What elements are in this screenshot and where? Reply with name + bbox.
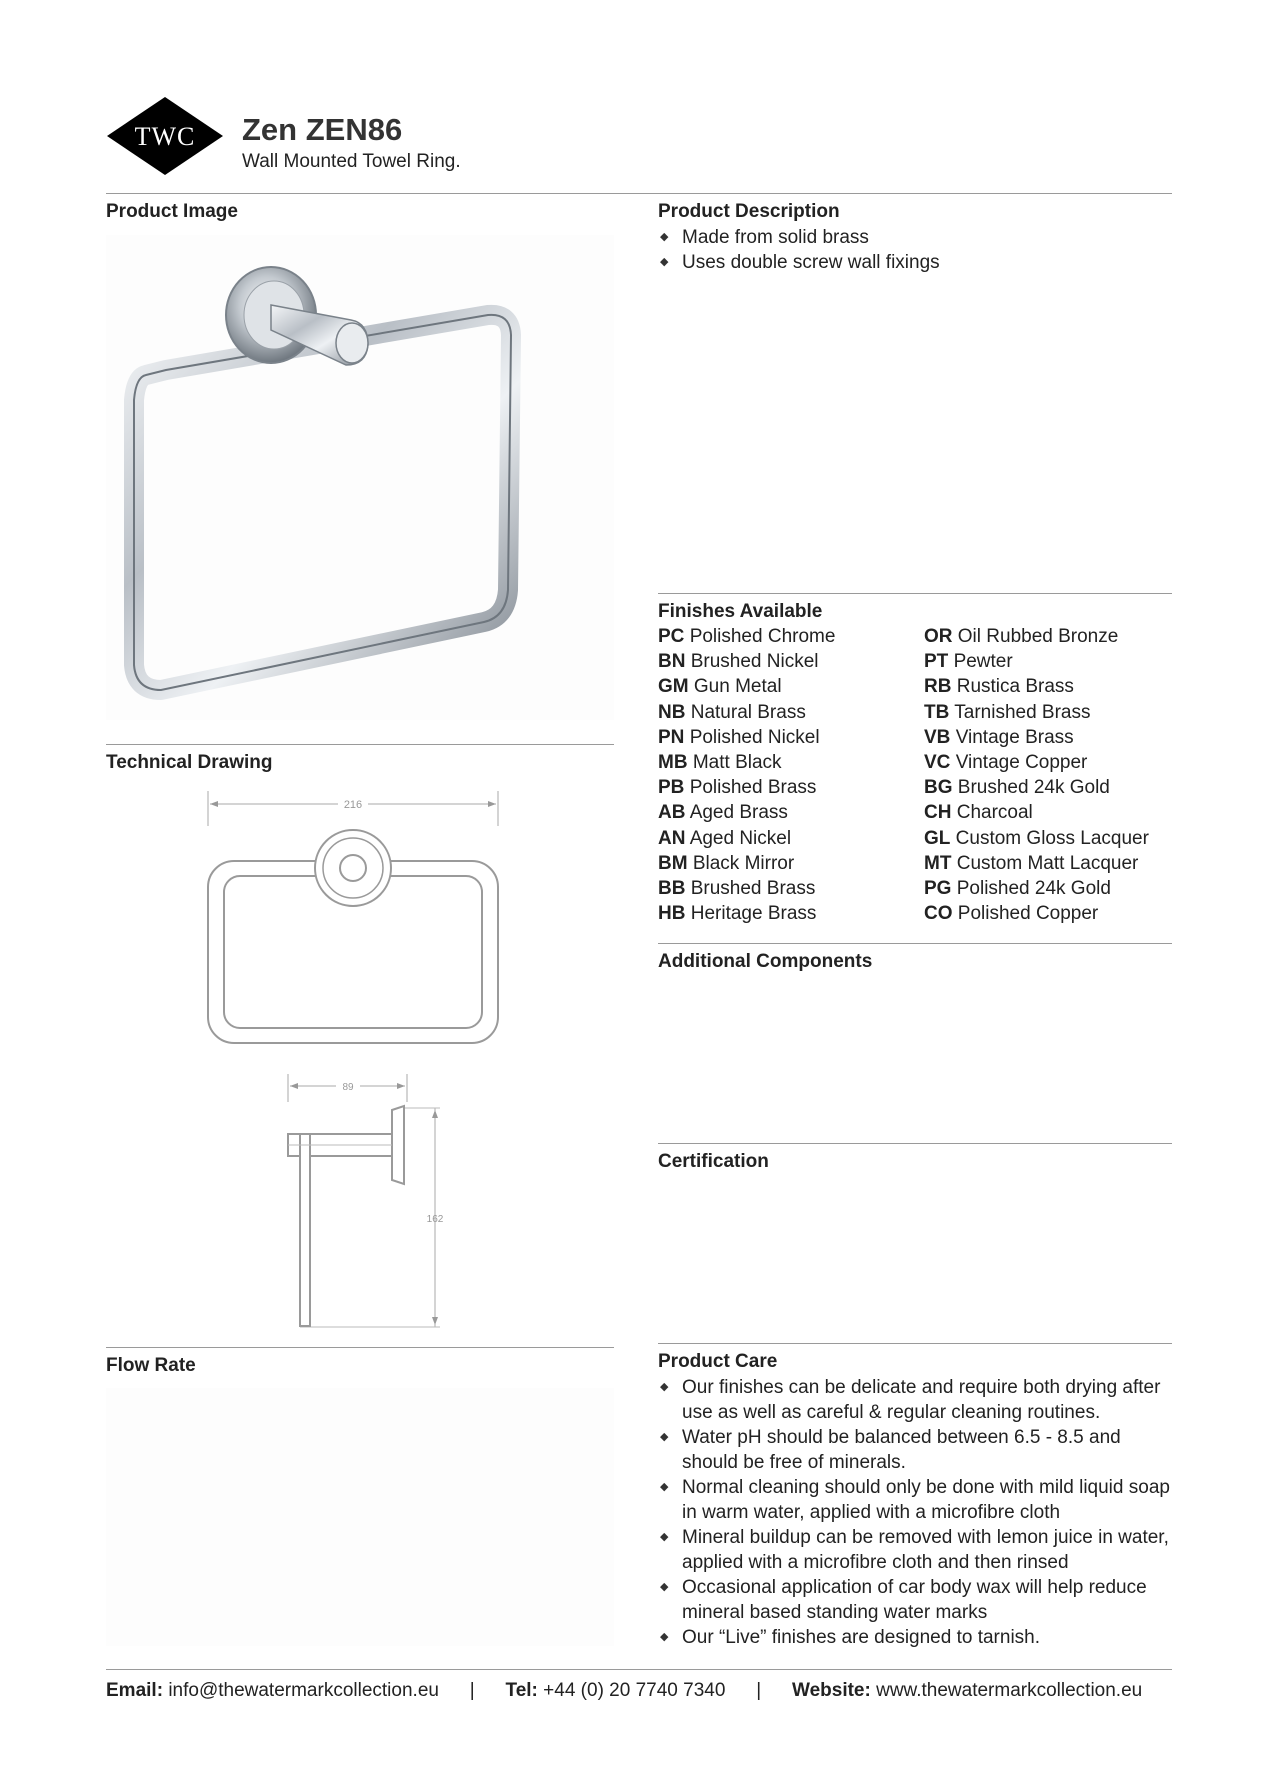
finish-code: PG (924, 878, 952, 900)
finish-code: MT (924, 852, 952, 874)
finish-item-vb (924, 725, 1149, 750)
product-image-title: Product Image (106, 201, 238, 222)
dim-depth-label: 89 (342, 1082, 354, 1093)
dim-height-label: 162 (426, 1214, 444, 1225)
finish-code: CH (924, 802, 952, 824)
finish-item-gm (658, 674, 835, 699)
finish-name: Pewter (953, 651, 1013, 673)
finish-item-bg (924, 775, 1149, 800)
finish-item-gl (924, 826, 1149, 851)
finish-item-nb (658, 700, 835, 725)
finish-name: Tarnished Brass (954, 701, 1091, 723)
list-item: ◆ Mineral buildup can be removed with lemon juice in water, applied with a microfibre cloth and then rinsed (658, 1525, 1172, 1575)
finish-name: Polished Brass (689, 777, 817, 799)
finish-name: Vintage Copper (955, 752, 1088, 774)
finish-name: Custom Gloss Lacquer (955, 827, 1149, 849)
footer-tel-label: Tel: (505, 1680, 538, 1701)
footer-separator: | (756, 1680, 762, 1701)
finish-code: PC (658, 626, 685, 647)
finish-code: RB (924, 676, 952, 698)
list-item: ◆ Occasional application of car body wax will help reduce mineral based standing water marks (658, 1575, 1172, 1625)
finish-item-an (658, 826, 835, 851)
right-divider-1 (658, 593, 1172, 594)
finish-code: NB (658, 701, 686, 723)
header-divider (106, 193, 1172, 194)
product-care-list (658, 1375, 1172, 1650)
additional-components-title: Additional Components (658, 951, 873, 972)
finish-item-rb (924, 674, 1149, 699)
front-view-drawing (198, 786, 508, 1051)
finish-code: VB (924, 726, 951, 748)
finish-name: Brushed Brass (690, 878, 816, 900)
product-description-title: Product Description (658, 201, 840, 222)
finish-item-mt (924, 851, 1149, 876)
right-divider-4 (658, 1343, 1172, 1344)
left-divider-1 (106, 744, 614, 745)
right-divider-3 (658, 1143, 1172, 1144)
finish-code: AB (658, 802, 686, 824)
finish-name: Vintage Brass (955, 726, 1074, 748)
finish-item-vc (924, 750, 1149, 775)
finish-name: Brushed 24k Gold (957, 777, 1110, 799)
finish-item-co (924, 901, 1149, 926)
page-subtitle: Wall Mounted Towel Ring. (242, 151, 461, 172)
finish-item-hb (658, 901, 835, 926)
finish-item-pg (924, 876, 1149, 901)
finish-name: Brushed Nickel (690, 651, 819, 673)
finish-name: Black Mirror (692, 852, 795, 874)
technical-drawing-side (280, 1072, 460, 1337)
footer-email-link[interactable]: info@thewatermarkcollection.eu (168, 1680, 439, 1701)
dim-width-label: 216 (343, 799, 363, 811)
finish-item-pn (658, 725, 835, 750)
finish-item-pt (924, 649, 1149, 674)
finish-code: BN (658, 651, 686, 673)
finish-name: Matt Black (692, 752, 782, 774)
finish-name: Aged Brass (689, 802, 788, 824)
finish-name: Polished Nickel (689, 726, 820, 748)
left-divider-2 (106, 1347, 614, 1348)
finishes-left-column (658, 624, 835, 926)
finish-item-bn (658, 649, 835, 674)
footer-separator: | (469, 1680, 475, 1701)
page-title: Zen ZEN86 (242, 112, 403, 147)
finish-name: Polished Copper (957, 903, 1099, 925)
finish-code: VC (924, 752, 951, 774)
finish-code: OR (924, 626, 953, 647)
finish-name: Heritage Brass (690, 903, 817, 925)
footer-website-link[interactable]: www.thewatermarkcollection.eu (876, 1680, 1143, 1701)
finish-name: Gun Metal (693, 676, 782, 698)
towel-ring-photo (106, 235, 614, 720)
finish-code: TB (924, 701, 950, 723)
right-divider-2 (658, 943, 1172, 944)
finish-code: HB (658, 903, 686, 925)
side-view-drawing (280, 1072, 460, 1337)
list-item: ◆ Our finishes can be delicate and require both drying after use as well as careful & regular cleaning routines. (658, 1375, 1172, 1425)
finish-code: BB (658, 878, 686, 900)
footer-email-label: Email: (106, 1680, 164, 1701)
finish-name: Polished 24k Gold (956, 878, 1111, 900)
finish-name: Rustica Brass (956, 676, 1074, 698)
finish-item-bm (658, 851, 835, 876)
finish-name: Polished Chrome (689, 626, 836, 647)
footer-website-label: Website: (791, 1680, 871, 1701)
list-item: ◆ Water pH should be balanced between 6.5 - 8.5 and should be free of minerals. (658, 1425, 1172, 1475)
finish-item-or (924, 624, 1149, 649)
finish-name: Natural Brass (690, 701, 806, 723)
finish-code: GM (658, 676, 689, 698)
finish-item-ab (658, 800, 835, 825)
flow-rate-area (106, 1388, 614, 1646)
brand-logo (106, 96, 224, 176)
finish-code: PB (658, 777, 685, 799)
logo-text: TWC (134, 122, 196, 151)
technical-drawing-front (198, 786, 508, 1051)
finish-item-pb (658, 775, 835, 800)
finish-item-tb (924, 700, 1149, 725)
product-image (106, 235, 614, 720)
list-item: ◆ Made from solid brass (658, 225, 1172, 250)
finish-item-ch (924, 800, 1149, 825)
finish-code: BM (658, 852, 688, 874)
list-item: ◆ Our “Live” finishes are designed to tarnish. (658, 1625, 1172, 1650)
finish-code: AN (658, 827, 686, 849)
certification-title: Certification (658, 1151, 769, 1172)
footer-divider (106, 1669, 1172, 1670)
finish-name: Aged Nickel (689, 827, 792, 849)
finish-item-pc (658, 624, 835, 649)
finish-code: PN (658, 726, 685, 748)
technical-drawing-title: Technical Drawing (106, 752, 273, 773)
finish-name: Charcoal (956, 802, 1033, 824)
footer-tel-link[interactable]: +44 (0) 20 7740 7340 (543, 1680, 726, 1701)
finishes-title: Finishes Available (658, 601, 823, 622)
finish-name: Custom Matt Lacquer (956, 852, 1139, 874)
finish-code: CO (924, 903, 953, 925)
list-item: ◆ Uses double screw wall fixings (658, 250, 1172, 275)
finish-code: BG (924, 777, 953, 799)
product-care-title: Product Care (658, 1351, 778, 1372)
list-item: ◆ Normal cleaning should only be done with mild liquid soap in warm water, applied with a microfibre cloth (658, 1475, 1172, 1525)
flow-rate-title: Flow Rate (106, 1355, 196, 1376)
finish-item-bb (658, 876, 835, 901)
footer (106, 1680, 1172, 1702)
finish-name: Oil Rubbed Bronze (957, 626, 1119, 647)
product-description-list (658, 225, 1172, 275)
finish-item-mb (658, 750, 835, 775)
finish-code: PT (924, 651, 949, 673)
logo-diamond-icon (106, 96, 224, 176)
finishes-right-column (924, 624, 1149, 926)
finish-code: GL (924, 827, 951, 849)
finish-code: MB (658, 752, 688, 774)
